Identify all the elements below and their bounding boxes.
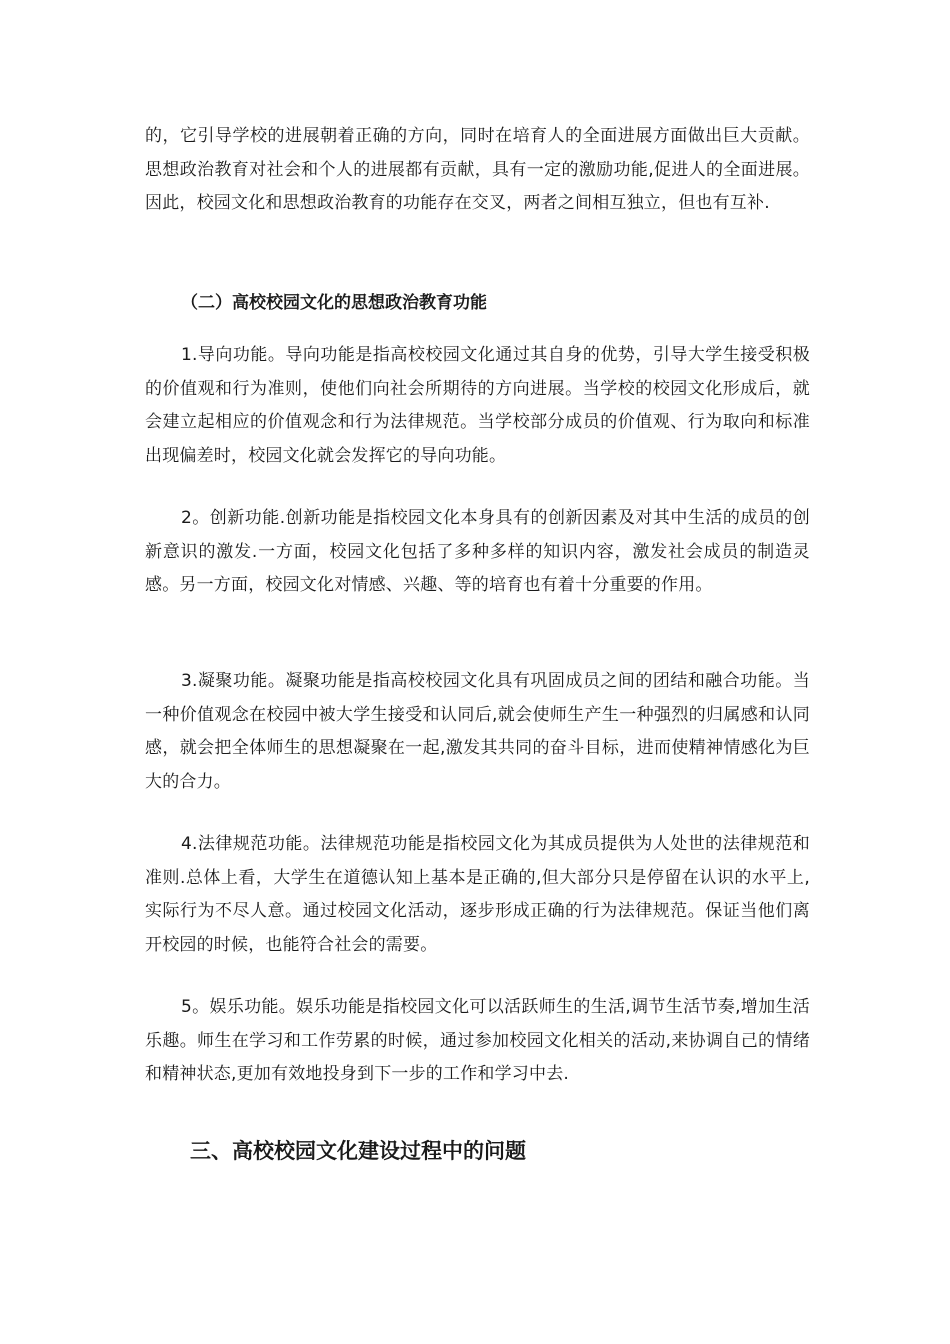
paragraph-text: 3.凝聚功能。凝聚功能是指高校校园文化具有巩固成员之间的团结和融合功能。当一种价值观念在校园中被大学生接受和认同后,就会使师生产生一种强烈的归属感和认同感，就会把全体师生的思想凝聚在一起,激发其共同的奋斗目标，进而使精神情感化为巨大的合力。 (145, 671, 810, 792)
section-title: 三、高校校园文化建设过程中的问题 (190, 1139, 526, 1163)
paragraph-text: 的，它引导学校的进展朝着正确的方向，同时在培育人的全面进展方面做出巨大贡献。思想政治教育对社会和个人的进展都有贡献，具有一定的激励功能,促进人的全面进展。因此，校园文化和思想政治教育的功能存在交叉，两者之间相互独立，但也有互补. (145, 126, 810, 213)
paragraph-cohesion (145, 665, 810, 799)
paragraph-norms (145, 828, 810, 962)
paragraph-text: 4.法律规范功能。法律规范功能是指校园文化为其成员提供为人处世的法律规范和准则.总体上看，大学生在道德认知上基本是正确的,但大部分只是停留在认识的水平上,实际行为不尽人意。通过校园文化活动，逐步形成正确的行为法律规范。保证当他们离开校园的时候，也能符合社会的需要。 (145, 834, 810, 955)
paragraph-text: 2。创新功能.创新功能是指校园文化本身具有的创新因素及对其中生活的成员的创新意识的激发.一方面，校园文化包括了多种多样的知识内容，激发社会成员的制造灵感。另一方面，校园文化对情感、兴趣、等的培育也有着十分重要的作用。 (145, 508, 810, 595)
paragraph-text: 5。娱乐功能。娱乐功能是指校园文化可以活跃师生的生活,调节生活节奏,增加生活乐趣。师生在学习和工作劳累的时候，通过参加校园文化相关的活动,来协调自己的情绪和精神状态,更加有效地投身到下一步的工作和学习中去. (145, 997, 810, 1084)
paragraph-guidance (145, 339, 810, 473)
intro-paragraph (145, 120, 810, 221)
paragraph-entertainment (145, 991, 810, 1092)
subheading: （二）高校校园文化的思想政治教育功能 (181, 293, 487, 313)
paragraph-text: 1.导向功能。导向功能是指高校校园文化通过其自身的优势，引导大学生接受积极的价值观和行为准则，使他们向社会所期待的方向进展。当学校的校园文化形成后，就会建立起相应的价值观念和行为法律规范。当学校部分成员的价值观、行为取向和标准出现偏差时，校园文化就会发挥它的导向功能。 (145, 345, 810, 466)
paragraph-innovation (145, 502, 810, 603)
